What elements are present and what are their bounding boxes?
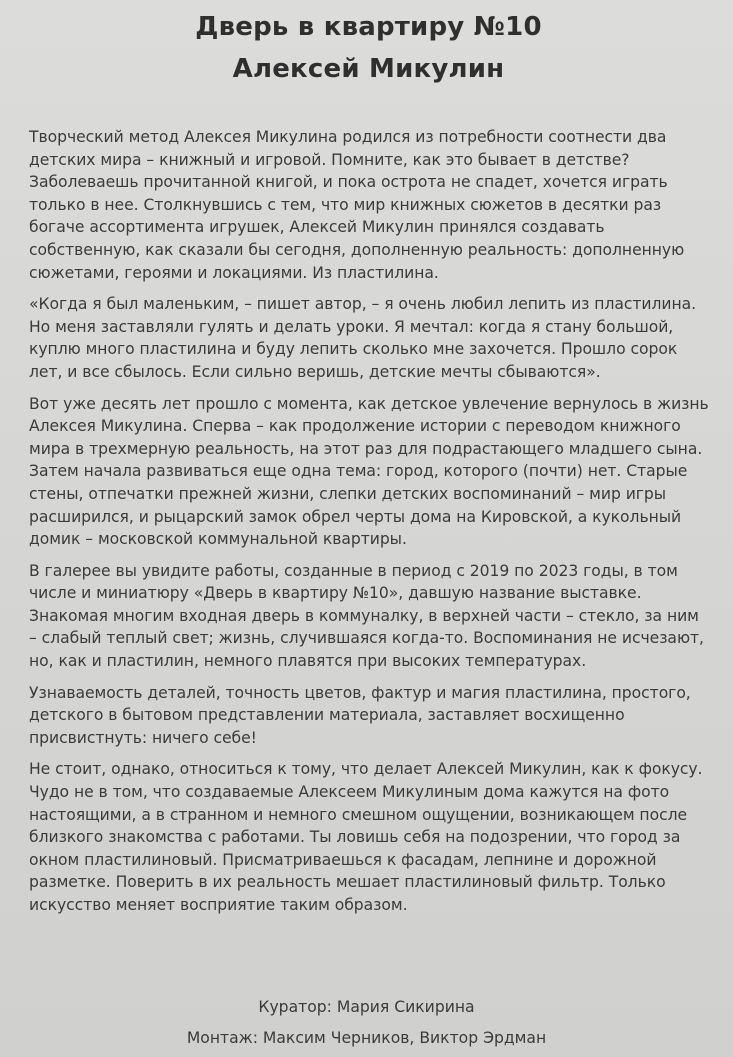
paragraph-details: Узнаваемость деталей, точность цветов, фактур и магия пластилина, простого, детского в бытовом представлении материала, заставляет восхищенно присвистнуть: ничего себе! (29, 683, 691, 747)
paragraph-intro: Творческий метод Алексея Микулина родился из потребности соотнести два детских мира – книжный и игровой. Помните, как это бывает в детстве? Заболеваешь прочитанной книгой, и пока острота не спадет, хочется играть только в нее. Столкнувшись с тем, что мир книжных сюжетов в десятки раз богаче ассортимента игрушек, Алексей Микулин принялся создавать собственную, как сказали бы сегодня, дополненную реальность: дополненную сюжетами, героями и локациями. Из пластилина. (29, 128, 685, 282)
curator-credit: Куратор: Мария Сикирина (258, 998, 475, 1016)
author-name: Алексей Микулин (232, 54, 505, 84)
title-block (26, 6, 711, 90)
exhibition-title: Дверь в квартиру №10 (195, 12, 542, 42)
credits (0, 992, 733, 1054)
body-text (26, 126, 711, 917)
paragraph-gallery: В галерее вы увидите работы, созданные в период с 2019 по 2023 годы, в том числе и миниатюру «Дверь в квартиру №10», давшую название выставке. Знакомая многим входная дверь в коммуналку, в верхней части – стекло, за ним – слабый теплый свет; жизнь, случившаяся когда-то. Воспоминания не исчезают, но, как и пластилин, немного плавятся при высоких температурах. (29, 561, 704, 671)
paragraph-author-quote: «Когда я был маленьким, – пишет автор, – я очень любил лепить из пластилина. Но меня заставляли гулять и делать уроки. Я мечтал: когда я стану большой, куплю много пластилина и буду лепить сколько мне захочется. Прошло сорок лет, и все сбылось. Если сильно веришь, детские мечты сбываются». (29, 295, 697, 381)
paragraph-history: Вот уже десять лет прошло с момента, как детское увлечение вернулось в жизнь Алексея Микулина. Сперва – как продолжение истории с переводом книжного мира в трехмерную реальность, на этот раз для подрастающего младшего сына. Затем начала развиваться еще одна тема: город, которого (почти) нет. Старые стены, отпечатки прежней жизни, слепки детских воспоминаний – мир игры расширился, и рыцарский замок обрел черты дома на Кировской, а кукольный домик – московской коммунальной квартиры. (29, 394, 709, 549)
installation-credit: Монтаж: Максим Черников, Виктор Эрдман (186, 1029, 547, 1047)
paragraph-conclusion: Не стоит, однако, относиться к тому, что делает Алексей Микулин, как к фокусу. Чудо не в том, что создаваемые Алексеем Микулиным дома кажутся на фото настоящими, а в странном и немного смешном ощущении, возникающем после близкого знакомства с работами. Ты ловишь себя на подозрении, что город за окном пластилиновый. Присматриваешься к фасадам, лепнине и дорожной разметке. Поверить в их реальность мешает пластилиновый фильтр. Только искусство меняет восприятие таким образом. (29, 760, 703, 914)
